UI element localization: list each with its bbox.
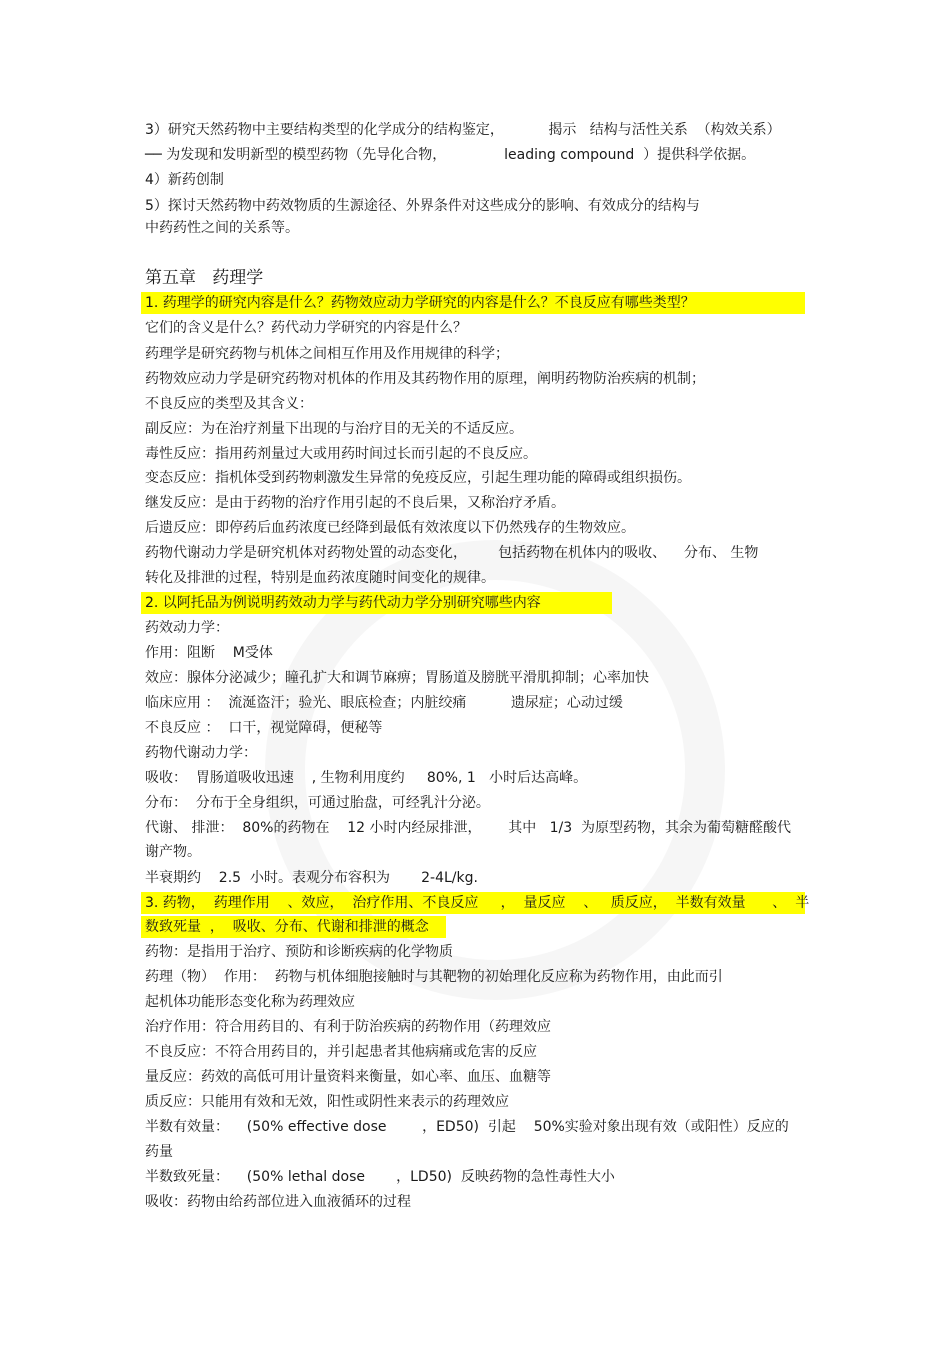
q2-question: 2. 以阿托品为例说明药效动力学与药代动力学分别研究哪些内容 <box>145 595 541 611</box>
q3-line: 质反应：只能用有效和无效，阳性或阴性来表示的药理效应 <box>145 1094 509 1110</box>
q3-question-line1: 3. 药物， 药理作用 、效应， 治疗作用、不良反应 ， 量反应 、 质反应， 半数有效量 、 半 <box>145 895 810 911</box>
q1-line: 转化及排泄的过程，特别是血药浓度随时间变化的规律。 <box>145 570 495 586</box>
q1-line: 变态反应：指机体受到药物刺激发生异常的免疫反应，引起生理功能的障碍或组织损伤。 <box>145 470 691 486</box>
q2-line: 药物代谢动力学： <box>145 745 257 761</box>
intro-item4: 4）新药创制 <box>145 172 224 188</box>
q3-line: 半数致死量： (50% lethal dose ，LD50) 反映药物的急性毒性大小 <box>145 1169 615 1185</box>
intro-item3-line2: ── 为发现和发明新型的模型药物（先导化合物， leading compound ）提供科学依据。 <box>145 147 756 163</box>
q1-line: 继发反应：是由于药物的治疗作用引起的不良后果，又称治疗矛盾。 <box>145 495 565 511</box>
intro-item5-line2: 中药药性之间的关系等。 <box>145 220 299 236</box>
q3-line: 不良反应：不符合用药目的，并引起患者其他病痛或危害的反应 <box>145 1044 537 1060</box>
q2-line: 效应：腺体分泌减少；瞳孔扩大和调节麻痹；胃肠道及膀胱平滑肌抑制；心率加快 <box>145 670 649 686</box>
q3-line: 起机体功能形态变化称为药理效应 <box>145 994 355 1010</box>
q3-line: 治疗作用：符合用药目的、有利于防治疾病的药物作用（药理效应 <box>145 1019 551 1035</box>
q1-line: 药物代谢动力学是研究机体对药物处置的动态变化， 包括药物在机体内的吸收、 分布、 生物 <box>145 545 759 561</box>
q2-line: 谢产物。 <box>145 844 201 860</box>
q1-line: 毒性反应：指用药剂量过大或用药时间过长而引起的不良反应。 <box>145 446 537 462</box>
q2-line: 作用：阻断 M受体 <box>145 645 273 661</box>
q1-question: 1. 药理学的研究内容是什么？药物效应动力学研究的内容是什么？不良反应有哪些类型？ <box>145 295 695 311</box>
q3-line: 半数有效量： (50% effective dose ，ED50) 引起 50%实验对象出现有效（或阳性）反应的 <box>145 1119 789 1135</box>
q3-line: 药理（物） 作用： 药物与机体细胞接触时与其靶物的初始理化反应称为药物作用，由此而引 <box>145 969 723 985</box>
q3-line: 药量 <box>145 1144 173 1160</box>
chapter-title: 第五章 药理学 <box>145 268 264 288</box>
q2-line: 半衰期约 2.5 小时。表观分布容积为 2-4L/kg. <box>145 870 478 886</box>
intro-item5-line1: 5）探讨天然药物中药效物质的生源途径、外界条件对这些成分的影响、有效成分的结构与 <box>145 198 700 214</box>
q3-line: 吸收：药物由给药部位进入血液循环的过程 <box>145 1194 411 1210</box>
q2-line: 吸收： 胃肠道吸收迅速 , 生物利用度约 80%, 1 小时后达高峰。 <box>145 770 588 786</box>
q1-line: 药物效应动力学是研究药物对机体的作用及其药物作用的原理，阐明药物防治疾病的机制； <box>145 371 705 387</box>
q1-line: 后遗反应：即停药后血药浓度已经降到最低有效浓度以下仍然残存的生物效应。 <box>145 520 635 536</box>
q1-question-cont: 它们的含义是什么？药代动力学研究的内容是什么？ <box>145 320 467 336</box>
q2-line: 代谢、 排泄： 80%的药物在 12 小时内经尿排泄， 其中 1/3 为原型药物，其余为葡萄糖醛酸代 <box>145 820 792 836</box>
q3-line: 药物：是指用于治疗、预防和诊断疾病的化学物质 <box>145 944 453 960</box>
q2-line: 分布： 分布于全身组织，可通过胎盘，可经乳汁分泌。 <box>145 795 490 811</box>
q2-line: 不良反应 ： 口干，视觉障碍，便秘等 <box>145 720 383 736</box>
q3-question-line2: 数致死量 ， 吸收、分布、代谢和排泄的概念 <box>145 919 429 935</box>
q1-line: 不良反应的类型及其含义： <box>145 396 313 412</box>
q2-line: 药效动力学： <box>145 620 229 636</box>
q3-line: 量反应：药效的高低可用计量资料来衡量，如心率、血压、血糖等 <box>145 1069 551 1085</box>
intro-item3-line1: 3）研究天然药物中主要结构类型的化学成分的结构鉴定， 揭示 结构与活性关系 （构效关系） <box>145 122 781 138</box>
q2-line: 临床应用 ： 流涎盗汗；验光、眼底检查；内脏绞痛 遗尿症；心动过缓 <box>145 695 623 711</box>
q1-line: 副反应：为在治疗剂量下出现的与治疗目的无关的不适反应。 <box>145 421 523 437</box>
q1-line: 药理学是研究药物与机体之间相互作用及作用规律的科学； <box>145 346 509 362</box>
